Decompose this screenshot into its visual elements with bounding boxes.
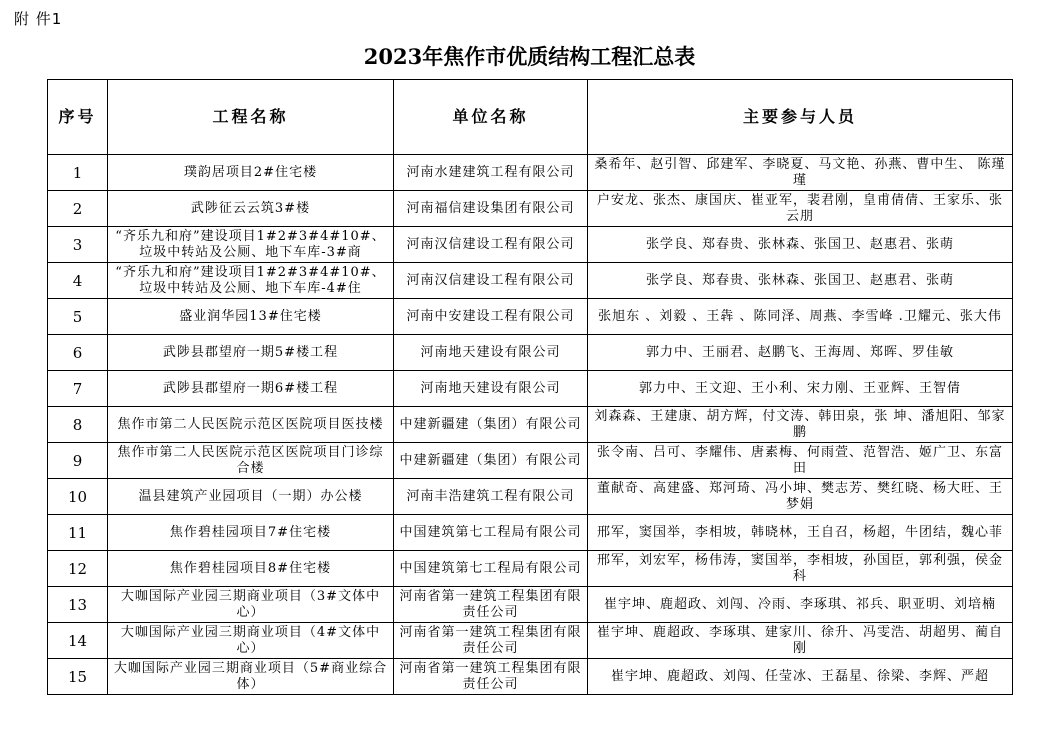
row-project: 武陟县郡望府一期6#楼工程 [108,371,394,407]
row-people: 桑希年、赵引智、邱建军、李晓夏、马文艳、孙燕、曹中生、 陈瑾瑾 [588,155,1013,191]
row-project: “齐乐九和府”建设项目1#2#3#4#10#、垃圾中转站及公厕、地下车库-4#住 [108,263,394,299]
table-row [48,191,1013,227]
header-project: 工程名称 [108,80,394,155]
row-seq: 9 [48,443,108,479]
row-people: 张旭东 、刘毅 、王犇 、陈同泽、周燕、李雪峰 .卫耀元、张大伟 [588,299,1013,335]
header-unit: 单位名称 [394,80,588,155]
row-project: 焦作碧桂园项目8#住宅楼 [108,551,394,587]
table-row [48,299,1013,335]
row-unit: 河南汉信建设工程有限公司 [394,227,588,263]
row-people: 崔宇坤、鹿超政、刘闯、冷雨、李琢琪、祁兵、职亚明、刘培楠 [588,587,1013,623]
row-unit: 河南水建建筑工程有限公司 [394,155,588,191]
table-row [48,371,1013,407]
row-seq: 12 [48,551,108,587]
table-header-row [48,80,1013,155]
row-unit: 中国建筑第七工程局有限公司 [394,551,588,587]
row-unit: 河南中安建设工程有限公司 [394,299,588,335]
row-people: 郭力中、王文迎、王小利、宋力刚、王亚辉、王智倩 [588,371,1013,407]
row-people: 张学良、郑春贵、张林森、张国卫、赵惠君、张萌 [588,227,1013,263]
table-row [48,263,1013,299]
row-people: 邢军，刘宏军，杨伟涛，窦国举，李相坡，孙国臣，郭利强，侯金科 [588,551,1013,587]
row-people: 张令南、吕可、李耀伟、唐素梅、何雨萱、范智浩、姬广卫、东富田 [588,443,1013,479]
row-unit: 河南丰浩建筑工程有限公司 [394,479,588,515]
table-row [48,551,1013,587]
table-row [48,443,1013,479]
row-seq: 1 [48,155,108,191]
row-seq: 14 [48,623,108,659]
row-project: “齐乐九和府”建设项目1#2#3#4#10#、垃圾中转站及公厕、地下车库-3#商 [108,227,394,263]
row-unit: 河南汉信建设工程有限公司 [394,263,588,299]
row-people: 刘森森、王建康、胡方辉，付文涛、韩田泉，张 坤、潘旭阳、邹家鹏 [588,407,1013,443]
page-title: 2023年焦作市优质结构工程汇总表 [363,44,696,69]
row-people: 张学良、郑春贵、张林森、张国卫、赵惠君、张萌 [588,263,1013,299]
attachment-label: 附 件1 [14,10,63,28]
row-seq: 4 [48,263,108,299]
row-unit: 河南省第一建筑工程集团有限责任公司 [394,623,588,659]
row-unit: 中建新疆建（集团）有限公司 [394,407,588,443]
row-project: 温县建筑产业园项目（一期）办公楼 [108,479,394,515]
table-row [48,407,1013,443]
row-project: 武陟征云云筑3#楼 [108,191,394,227]
row-unit: 河南地天建设有限公司 [394,371,588,407]
row-project: 大咖国际产业园三期商业项目（5#商业综合体） [108,659,394,695]
row-unit: 河南福信建设集团有限公司 [394,191,588,227]
row-unit: 河南地天建设有限公司 [394,335,588,371]
row-unit: 中国建筑第七工程局有限公司 [394,515,588,551]
row-project: 大咖国际产业园三期商业项目（3#文体中心） [108,587,394,623]
row-project: 焦作碧桂园项目7#住宅楼 [108,515,394,551]
row-people: 董献奇、高建盛、郑河琦、冯小坤、樊志芳、樊红晓、杨大旺、王梦娟 [588,479,1013,515]
row-seq: 13 [48,587,108,623]
row-people: 郭力中、王丽君、赵鹏飞、王海周、郑晖、罗佳敏 [588,335,1013,371]
row-seq: 5 [48,299,108,335]
summary-table [47,79,1013,695]
table-row [48,335,1013,371]
table-row [48,155,1013,191]
row-unit: 河南省第一建筑工程集团有限责任公司 [394,587,588,623]
table-row [48,659,1013,695]
row-project: 武陟县郡望府一期5#楼工程 [108,335,394,371]
row-people: 邢军，窦国举，李相坡，韩晓林，王自召，杨超，牛团结，魏心菲 [588,515,1013,551]
row-project: 焦作市第二人民医院示范区医院项目门诊综合楼 [108,443,394,479]
row-seq: 6 [48,335,108,371]
row-project: 璞韵居项目2#住宅楼 [108,155,394,191]
row-unit: 河南省第一建筑工程集团有限责任公司 [394,659,588,695]
table-row [48,479,1013,515]
row-seq: 11 [48,515,108,551]
row-project: 盛业润华园13#住宅楼 [108,299,394,335]
row-unit: 中建新疆建（集团）有限公司 [394,443,588,479]
row-project: 大咖国际产业园三期商业项目（4#文体中心） [108,623,394,659]
row-seq: 3 [48,227,108,263]
header-seq: 序号 [48,80,108,155]
row-people: 户安龙、张杰、康国庆、崔亚军，裴君刚，皇甫倩倩、王家乐、张云朋 [588,191,1013,227]
row-seq: 8 [48,407,108,443]
row-people: 崔宇坤、鹿超政、李琢琪、建家川、徐升、冯雯浩、胡超男、蔺自刚 [588,623,1013,659]
row-seq: 10 [48,479,108,515]
table-row [48,623,1013,659]
header-people: 主要参与人员 [588,80,1013,155]
table-row [48,227,1013,263]
row-seq: 2 [48,191,108,227]
row-seq: 7 [48,371,108,407]
row-project: 焦作市第二人民医院示范区医院项目医技楼 [108,407,394,443]
row-seq: 15 [48,659,108,695]
row-people: 崔宇坤、鹿超政、刘闯、任莹冰、王磊星、徐梁、李辉、严超 [588,659,1013,695]
table-row [48,515,1013,551]
table-row [48,587,1013,623]
